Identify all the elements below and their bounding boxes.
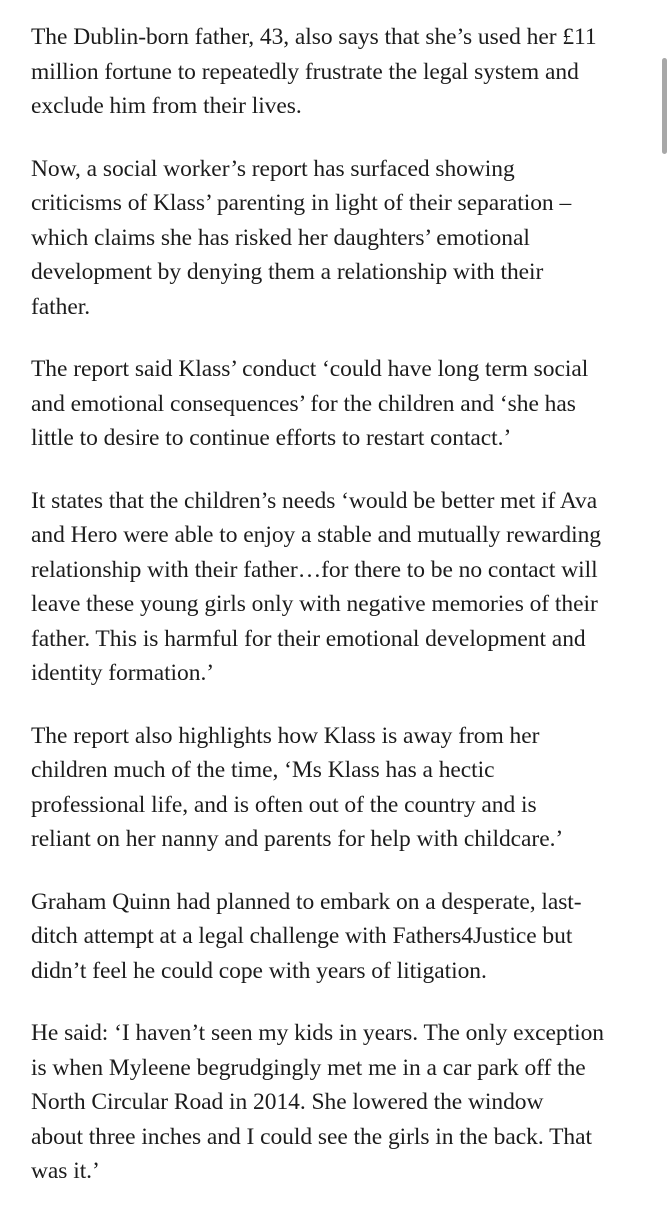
paragraph (31, 152, 651, 325)
text-line: which claims she has risked her daughters’ emotional (31, 224, 530, 251)
text-line: The report also highlights how Klass is away from her (31, 722, 540, 749)
text-line: relationship with their father…for there to be no contact will (31, 556, 598, 583)
paragraph (31, 352, 651, 456)
text-line: didn’t feel he could cope with years of litigation. (31, 957, 487, 984)
text-line: exclude him from their lives. (31, 93, 302, 119)
paragraph (31, 719, 651, 857)
text-line: The Dublin-born father, 43, also says that she’s used her £11 (31, 24, 597, 50)
text-line: ditch attempt at a legal challenge with Fathers4Justice but (31, 923, 573, 949)
article-body (31, 20, 651, 1217)
scrollbar-thumb[interactable] (662, 58, 667, 154)
text-line: identity formation.’ (31, 660, 215, 686)
text-line: professional life, and is often out of the country and is (31, 791, 537, 818)
text-line: father. This is harmful for their emotional development and (31, 625, 586, 652)
text-line: Graham Quinn had planned to embark on a desperate, last- (31, 888, 582, 915)
paragraph (31, 885, 651, 989)
text-line: children much of the time, ‘Ms Klass has a hectic (31, 757, 495, 783)
text-line: is when Myleene begrudgingly met me in a car park off the (31, 1054, 586, 1081)
text-line: He said: ‘I haven’t seen my kids in years. The only exception (31, 1020, 604, 1046)
text-line: development by denying them a relationship with their (31, 259, 544, 285)
text-line: about three inches and I could see the girls in the back. That (31, 1123, 592, 1150)
text-line: million fortune to repeatedly frustrate the legal system and (31, 58, 579, 85)
text-line: It states that the children’s needs ‘would be better met if Ava (31, 487, 598, 514)
text-line: North Circular Road in 2014. She lowered the window (31, 1089, 544, 1115)
text-line: leave these young girls only with negative memories of their (31, 591, 598, 617)
text-line: father. (31, 293, 91, 320)
paragraph (31, 20, 651, 124)
text-line: and Hero were able to enjoy a stable and mutually rewarding (31, 522, 601, 548)
text-line: reliant on her nanny and parents for help with childcare.’ (31, 826, 564, 852)
text-line: was it.’ (31, 1158, 100, 1184)
paragraph (31, 484, 651, 691)
text-line: criticisms of Klass’ parenting in light of their separation – (31, 190, 572, 216)
text-line: The report said Klass’ conduct ‘could have long term social (31, 356, 589, 382)
text-line: and emotional consequences’ for the children and ‘she has (31, 390, 576, 417)
text-line: little to desire to continue efforts to restart contact.’ (31, 425, 512, 451)
paragraph (31, 1016, 651, 1189)
text-line: Now, a social worker’s report has surfaced showing (31, 155, 515, 182)
